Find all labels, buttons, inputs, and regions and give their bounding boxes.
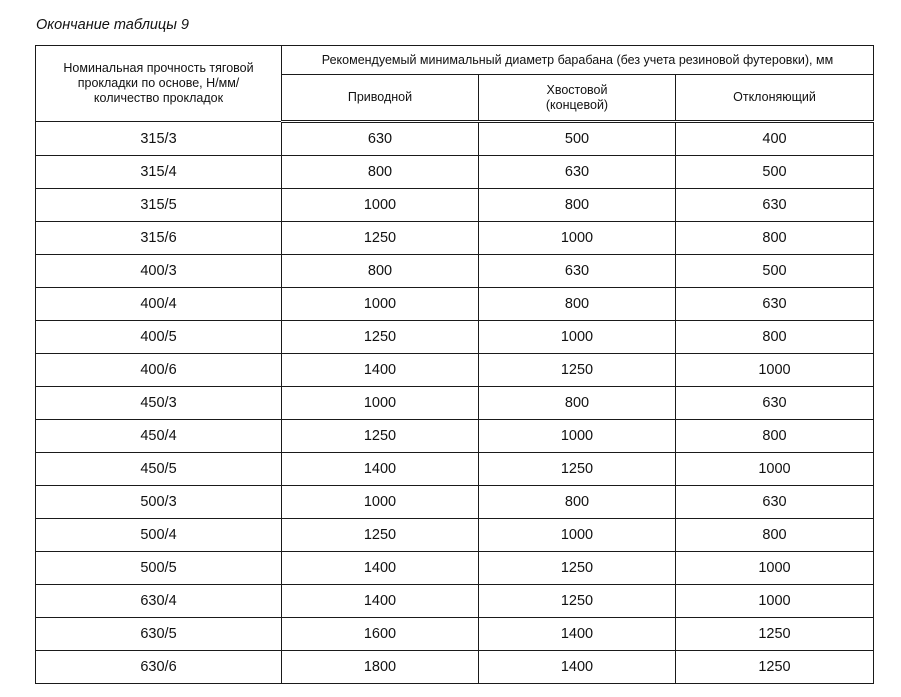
cell-deflection-diameter: 630 [676,387,874,420]
cell-belt-strength: 400/3 [36,255,282,288]
cell-belt-strength: 315/6 [36,222,282,255]
cell-tail-diameter: 800 [479,387,676,420]
header-belt-strength [36,46,282,122]
cell-drive-diameter: 1000 [282,189,479,222]
cell-belt-strength: 315/4 [36,156,282,189]
cell-tail-diameter: 800 [479,189,676,222]
header-tail-drum-text: Хвостовой (концевой) [545,82,609,112]
cell-drive-diameter: 1600 [282,618,479,651]
header-drive-drum: Приводной [282,75,479,122]
cell-deflection-diameter: 1000 [676,453,874,486]
cell-belt-strength: 500/4 [36,519,282,552]
cell-deflection-diameter: 630 [676,288,874,321]
cell-tail-diameter: 1000 [479,321,676,354]
table-caption: Окончание таблицы 9 [36,17,189,33]
cell-tail-diameter: 800 [479,486,676,519]
cell-tail-diameter: 1250 [479,354,676,387]
cell-drive-diameter: 1250 [282,420,479,453]
table-row [36,420,874,453]
table-row [36,453,874,486]
cell-belt-strength: 630/5 [36,618,282,651]
cell-drive-diameter: 1400 [282,585,479,618]
table-row [36,156,874,189]
cell-deflection-diameter: 1250 [676,618,874,651]
cell-tail-diameter: 1000 [479,420,676,453]
table-row [36,222,874,255]
cell-deflection-diameter: 630 [676,486,874,519]
cell-tail-diameter: 1250 [479,585,676,618]
cell-drive-diameter: 1000 [282,486,479,519]
cell-drive-diameter: 800 [282,255,479,288]
table-row [36,552,874,585]
cell-drive-diameter: 800 [282,156,479,189]
cell-drive-diameter: 630 [282,122,479,156]
cell-tail-diameter: 500 [479,122,676,156]
table-row [36,585,874,618]
cell-tail-diameter: 1250 [479,453,676,486]
table-row [36,519,874,552]
table-row [36,651,874,684]
cell-deflection-diameter: 400 [676,122,874,156]
cell-tail-diameter: 1400 [479,651,676,684]
header-belt-strength-text: Номинальная прочность тяговой прокладки по основе, Н/мм/количество прокладок [63,61,254,105]
table-row [36,255,874,288]
cell-drive-diameter: 1400 [282,354,479,387]
cell-deflection-diameter: 800 [676,222,874,255]
cell-drive-diameter: 1400 [282,453,479,486]
cell-belt-strength: 630/6 [36,651,282,684]
cell-belt-strength: 450/4 [36,420,282,453]
cell-drive-diameter: 1800 [282,651,479,684]
table-body [36,122,874,684]
cell-belt-strength: 450/3 [36,387,282,420]
cell-tail-diameter: 1000 [479,222,676,255]
cell-drive-diameter: 1250 [282,519,479,552]
table-row [36,321,874,354]
table-row [36,122,874,156]
table-row [36,288,874,321]
cell-tail-diameter: 1000 [479,519,676,552]
cell-deflection-diameter: 1000 [676,354,874,387]
table-row [36,387,874,420]
drum-diameter-table [35,45,874,684]
cell-tail-diameter: 630 [479,255,676,288]
cell-drive-diameter: 1250 [282,321,479,354]
cell-belt-strength: 400/5 [36,321,282,354]
cell-deflection-diameter: 1000 [676,552,874,585]
table-row [36,486,874,519]
header-deflection-drum: Отклоняющий [676,75,874,122]
cell-tail-diameter: 1250 [479,552,676,585]
cell-belt-strength: 315/3 [36,122,282,156]
cell-belt-strength: 450/5 [36,453,282,486]
cell-drive-diameter: 1000 [282,387,479,420]
cell-tail-diameter: 1400 [479,618,676,651]
cell-deflection-diameter: 630 [676,189,874,222]
cell-deflection-diameter: 800 [676,519,874,552]
cell-belt-strength: 400/4 [36,288,282,321]
cell-deflection-diameter: 500 [676,156,874,189]
table-row [36,354,874,387]
cell-deflection-diameter: 800 [676,321,874,354]
cell-deflection-diameter: 500 [676,255,874,288]
cell-tail-diameter: 800 [479,288,676,321]
cell-deflection-diameter: 800 [676,420,874,453]
cell-drive-diameter: 1400 [282,552,479,585]
cell-belt-strength: 500/3 [36,486,282,519]
cell-deflection-diameter: 1000 [676,585,874,618]
cell-belt-strength: 400/6 [36,354,282,387]
cell-tail-diameter: 630 [479,156,676,189]
cell-belt-strength: 500/5 [36,552,282,585]
cell-deflection-diameter: 1250 [676,651,874,684]
header-drum-diameter-group: Рекомендуемый минимальный диаметр барабана (без учета резиновой футеровки), мм [282,46,874,75]
cell-belt-strength: 630/4 [36,585,282,618]
table-row [36,189,874,222]
table-row [36,618,874,651]
cell-drive-diameter: 1000 [282,288,479,321]
cell-belt-strength: 315/5 [36,189,282,222]
header-tail-drum [479,75,676,122]
cell-drive-diameter: 1250 [282,222,479,255]
